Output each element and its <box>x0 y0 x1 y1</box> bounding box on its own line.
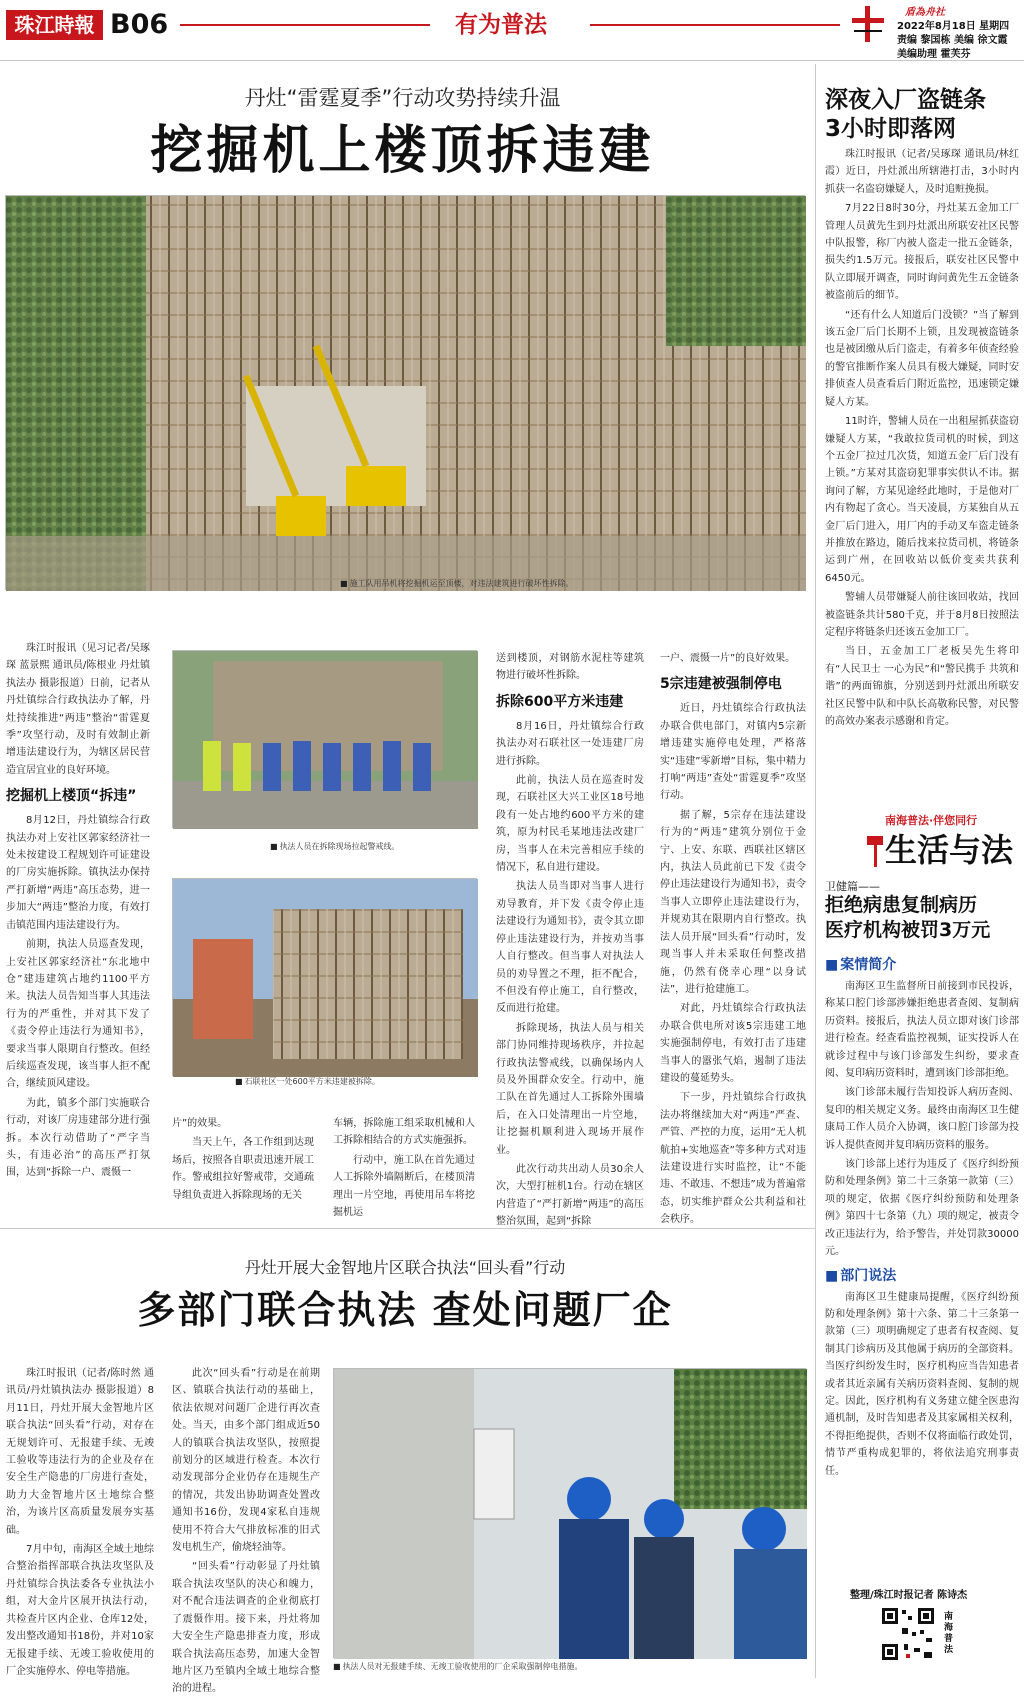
article1-headline: 挖掘机上楼顶拆违建 <box>150 120 655 181</box>
article2-kicker: 丹灶开展大金智地片区联合执法“回头看”行动 <box>244 1258 566 1277</box>
workers-image <box>334 1369 807 1659</box>
law-paragraph: 南海区卫生健康局提醒，《医疗纠纷预防和处理条例》第十六条、第二十三条第一款第（三）项明确规定了患者有权查阅、复制其门诊病历及其他属于病历的全部资料。当医疗纠纷发生时，医疗机构应当告知患者或者其近亲属有关病历资料查阅、复制的规定。因此，医疗机构有义务建立健全医患沟通机制，及时告知患者及其家属相关权利，不得拒绝提供，否则不仅将面临行政处罚，情节严重构成犯罪的，将依法追究刑事责任。 <box>825 1291 1019 1477</box>
sidebar1-body <box>825 146 1019 798</box>
sidebar2-headline-2: 医疗机构被罚3万元 <box>825 919 991 941</box>
sidebar1-paragraph: “还有什么人知道后门没锁？”当了解到该五金厂后门长期不上锁，且发现被盗链条也是被团缴从后门盗走，有着多年侦查经验的警官推断作案人员具有极大嫌疑，同时安排侦查人员查看后门附近监控，迅速锁定嫌疑人方某。 <box>825 309 1019 408</box>
article1-photo2-caption: ■ 执法人员在拆除现场拉起警戒线。 <box>270 840 400 854</box>
article1-col4-paragraph: 送到楼顶，对钢筋水泥柱等建筑物进行破坏性拆除。 <box>496 653 644 682</box>
article2-col1-paragraph: 珠江时报讯（记者/陈时然 通讯员/丹灶镇执法办 摄影报道）8月11日，丹灶开展大金智地片区联合执法“回头看”行动，对存在无规划许可、无报建手续、无竣工验收等违法行为的企业及存在安全生产隐患的厂房进行查处，助力大金智地片区土地综合整治，为该片区高质量发展夯实基础。 <box>6 1368 154 1536</box>
case-paragraph: 该门诊部上述行为违反了《医疗纠纷预防和处理条例》第二十三条第一款第（三）项的规定，依据《医疗纠纷预防和处理条例》第四十七条第（九）项的规定，被责令改正违法行为，给予警告，并处罚款30000元。 <box>825 1159 1019 1258</box>
article1-photo3-caption: ■ 石联社区一处600平方米违建被拆除。 <box>235 1075 380 1089</box>
article1-col5-paragraph: 据了解，5宗存在违法建设行为的“两违”建筑分别位于金宁、上安、东联、西联社区辖区内，执法人员此前已下发《责令停止违法建设行为通知书》，责令当事人立即停止违法建设行为，并规劝其在限期内自行整改。执法人员开展“回头看”行动时，发现当事人并未采取任何整改措施，仍然有侥幸心理“以身试法”，进行抢建施工。 <box>660 809 806 995</box>
sidebar2-headline-1: 拒绝病患复制病历 <box>825 894 978 916</box>
sidebar1-paragraph: 当日，五金加工厂老板吴先生将印有“人民卫士 一心为民”和“警民携手 共筑和谐”的两面锦旗，分别送到丹灶派出所联安社区民警中队和中队长高敬称民警，对民警的高效办案表示感谢和肯定。 <box>825 646 1019 727</box>
article2-col2-paragraph: “回头看”行动彰显了丹灶镇联合执法攻坚队的决心和魄力，对不配合违法调查的企业彻底打了震慑作用。接下来，丹灶将加大安全生产隐患排查力度，形成联合执法高压态势，加速大金智地片区乃至镇内全域土地综合整治的进程。 <box>172 1561 320 1695</box>
sidebar1-paragraph: 11时许，警辅人员在一出租屋抓获盗窃嫌疑人方某，“我敢拉货司机的时候，到这个五金厂拉过几次货，知道五金厂后门没有上锁。”方某对其盗窃犯罪事实供认不讳。据询问了解，方某见途经此地时，于是他对厂内有物起了贪心。当天凌晨，方某独自从五金厂后门进入，用厂内的手动叉车盗走链条并推放在路边，随后找来拉货司机，将链条运到广州，在回收站以低价变卖共获利6450元。 <box>825 416 1019 584</box>
article1-col5-paragraph: 下一步，丹灶镇综合行政执法办将继续加大对“两违”严查、严管、严控的力度，运用“无人机航拍+实地巡查”等多种方式对违法建设进行实时监控，让“不能违、不敢违、不想违”成为普遍常态，切实维护群众公共利益和社会秩序。 <box>660 1092 806 1226</box>
article1-subheading-3: 5宗违建被强制停电 <box>660 676 782 693</box>
article2-col2-paragraph: 此次“回头看”行动是在前期区、镇联合执法行动的基础上，依法依规对问题厂企进行再次查处。当天，由多个部门组成近50人的镇联合执法攻坚队，按照提前划分的区域进行检查。本次行动发现部分企业仍存在违规生产的情况，共发出协助调查处置改通知书16份，发现4家私自违规使用不符合大气排放标准的旧式发电机生产，偷烧轻油等。 <box>172 1368 320 1554</box>
article1-col4-paragraph: 8月16日，丹灶镇综合行政执法办对石联社区一处违建厂房进行拆除。 <box>496 720 644 767</box>
article1-col5-paragraph: 对此，丹灶镇综合行政执法办联合供电所对该5宗违建工地实施强制停电，有效打击了违建当事人的嚣张气焰，遏制了违法建设的蔓延势头。 <box>660 1003 806 1084</box>
officers-image <box>173 651 478 829</box>
issue-date: 2022年8月18日 星期四 <box>897 21 1010 32</box>
sidebar1-paragraph: 珠江时报讯（记者/吴琢琛 通讯员/林红霞）近日，丹灶派出所辖港打击，3小时内抓获一名盗窃嫌疑人，及时追赃挽损。 <box>825 149 1019 195</box>
sidebar1-paragraph: 7月22日8时30分，丹灶某五金加工厂管理人员黄先生到丹灶派出所联安社区民警中队报警，称厂内被人盗走一批五金链条，损失约1.5万元。接报后，联安社区民警中队立即展开调查，同时询问黄先生五金链条被盗前后的细节。 <box>825 203 1019 302</box>
article1-photo-officers <box>172 650 477 828</box>
article1-col2-paragraph: 片”的效果。 <box>172 1118 228 1129</box>
town-logo-icon <box>848 4 888 44</box>
article1-col5-paragraph: 一户、震慑一片”的良好效果。 <box>660 653 796 664</box>
article1-col1-paragraph: 珠江时报讯（见习记者/吴琢琛 蓝景熙 通讯员/陈根业 丹灶镇执法办 摄影报道）日前，记者从丹灶镇综合行政执法办了解，丹灶持续推进“两违”整治“雷霆夏季”攻坚行动，及时有效制止新增违法建设行为，为辖区居民营造宜居宜业的良好环境。 <box>6 643 150 776</box>
editors-line1: 责编 黎国栋 美编 徐文霞 <box>897 35 1008 46</box>
sidebar1-paragraph: 警辅人员带嫌疑人前往该回收站，找回被盗链条共计580千克，并于8月8日按照法定程序将链条归还该五金加工厂。 <box>825 592 1019 638</box>
sidebar2-body <box>825 950 1019 1510</box>
article1-col3-paragraph: 行动中，施工队在首先通过人工拆除外墙隔断后，在楼顶清理出一片空地，再使用吊车将挖掘机运 <box>333 1154 475 1219</box>
article1-subheading-1: 挖掘机上楼顶“拆违” <box>6 788 137 805</box>
article1-col1-paragraph: 8月12日，丹灶镇综合行政执法办对上安社区郭家经济社一处未按建设工程规划许可证建设的厂房实施拆除。镇执法办保持严打新增“两违”高压态势，进一步加大“两违”整治力度，有效打击镇范围内违法建设行为。 <box>6 815 150 931</box>
masthead-text: 珠江時報 <box>14 13 95 37</box>
editors-line2: 美编助理 霍芙芬 <box>897 49 971 60</box>
header-rule-left <box>180 24 430 26</box>
article1-main-photo <box>5 195 805 590</box>
qr-code[interactable] <box>880 1606 936 1662</box>
section-title: 有为普法 <box>455 12 547 38</box>
sidebar1-headline-1: 深夜入厂盗链条 <box>825 87 986 113</box>
article1-column-4 <box>496 650 644 1228</box>
article1-subheading-2: 拆除600平方米违建 <box>496 693 624 710</box>
article2-column-1 <box>6 1365 154 1677</box>
sidebar2-credit: 整理/珠江时报记者 陈诗杰 <box>850 1590 968 1601</box>
article2-photo-caption: ■ 执法人员对无报建手续、无竣工验收使用的厂企采取强制停电措施。 <box>333 1660 583 1674</box>
article1-column-1 <box>6 640 150 1179</box>
article2-col1-paragraph: 7月中旬，南海区全域土地综合整治指挥部联合执法攻坚队及丹灶镇综合执法委各专业执法小组，对大金片区展开执法行动，共检查片区内企业、仓库12处，发出整改通知书18份，并对10家无报建手续、无竣工验收使用的厂企实施停水、停电等措施。 <box>6 1544 154 1677</box>
article1-col1-paragraph: 前期，执法人员巡查发现，上安社区郭家经济社“东北地中仓”建违建筑占地约1100平方米。执法人员告知当事人其违法行为的严重性，并对其下发了《责令停止违法行为通知书》，要求当事人限期自行整改。但经后续巡查发现，该当事人拒不配合，继续顶风建设。 <box>6 939 150 1090</box>
demolition-image <box>173 879 478 1077</box>
masthead-logo <box>6 10 103 40</box>
page-number: B06 <box>110 9 169 40</box>
case-paragraph: 南海区卫生监督所日前接到市民投诉，称某口腔门诊部涉嫌拒绝患者查阅、复制病历资料。接报后，执法人员立即对该门诊部进行检查。经查看监控视频，证实投诉人在就诊过程中与该门诊部发生纠纷，要求查阅、复印病历资料时，遭到该门诊部拒绝。 <box>825 981 1019 1080</box>
case-section-title: ■ 案情简介 <box>825 954 1019 976</box>
article1-column-2 <box>172 1115 314 1201</box>
article2-column-2 <box>172 1365 320 1695</box>
sidebar1-headline-2: 3小时即落网 <box>825 116 957 142</box>
article2-photo <box>333 1368 806 1658</box>
article1-col1-paragraph: 为此，镇多个部门实施联合行动，对该厂房违建部分进行强拆。本次行动借助了“严字当头，有违必治”的高压严打氛围，达到“拆除一户、震慑一 <box>6 1097 150 1179</box>
legal-column-logo-text: 生活与法 <box>885 831 1014 869</box>
article1-photo-demolition <box>172 878 477 1076</box>
article-divider <box>0 1228 815 1229</box>
article1-col4-paragraph: 拆除现场，执法人员与相关部门协同维持现场秩序，并拉起行政执法警戒线，以确保场内人员及外围群众安全。行动中，施工队在首先通过人工拆除外围墙后，在入口处清理出一片空地，让挖掘机顺利进入现场开展作业。 <box>496 1022 644 1156</box>
legal-column-logo <box>865 828 1015 872</box>
article1-col4-paragraph: 此次行动共出动人员30余人次，大型打桩机1台。行动在辖区内营造了“严打新增”两违”的高压整治氛围，起到“拆除 <box>496 1163 644 1228</box>
article1-column-5 <box>660 650 806 1226</box>
sidebar-divider <box>815 64 816 1678</box>
town-name: 盾為舟社 <box>905 7 945 18</box>
article1-photo-caption: ■ 施工队用吊机将挖掘机运至顶楼，对违法建筑进行破坏性拆除。 <box>340 577 800 591</box>
header-rule-right <box>590 24 840 26</box>
law-section-title: ■ 部门说法 <box>825 1265 1019 1287</box>
article1-column-3 <box>333 1115 475 1219</box>
sidebar2-series: 卫健篇—— <box>825 880 880 893</box>
article2-headline: 多部门联合执法 查处问题厂企 <box>137 1287 673 1332</box>
header-bottom-rule <box>0 60 1024 61</box>
article1-col2-paragraph: 当天上午，各工作组到达现场后，按照各自职责迅速开展工作。警戒组拉好警戒带，交通疏导组负责进入拆除现场的无关 <box>172 1137 314 1201</box>
construction-site-image <box>6 196 806 591</box>
town-logo <box>848 4 888 44</box>
qr-code-icon <box>880 1606 936 1662</box>
article1-col4-paragraph: 执法人员当即对当事人进行劝导教育，并下发《责令停止违法建设行为通知书》，责令其立即停止违法建设行为，并按劝当事人自行整改。但当事人对执法人员的劝导置之不理，拒不配合，不但没有停止施工，自行整改，反而进行抢建。 <box>496 881 644 1015</box>
article1-kicker: 丹灶“雷霆夏季”行动攻势持续升温 <box>244 86 561 110</box>
article1-col4-paragraph: 此前，执法人员在巡查时发现，石联社区大兴工业区18号地段有一处占地约600平方米的建筑，原为村民毛某地违法改建厂房，当事人在未完善相应手续的情况下，私自进行建设。 <box>496 775 644 874</box>
article1-col3-paragraph: 车辆，拆除施工组采取机械和人工拆除相结合的方式实施强拆。 <box>333 1118 475 1147</box>
qr-label: 南海普法 <box>944 1612 954 1655</box>
case-paragraph: 该门诊部未履行告知投诉人病历查阅、复印的相关规定义务。最终由南海区卫生健康局工作人员介入协调，该口腔门诊部为投诉人提供查阅并复印病历资料的服务。 <box>825 1087 1019 1151</box>
column-tag: 南海普法·伴您同行 <box>885 814 978 827</box>
article1-col5-paragraph: 近日，丹灶镇综合行政执法办联合供电部门，对镇内5宗新增违建实施停电处理，严格落实“违建”零新增”目标，集中精力打响“两违”查处“雷霆夏季”攻坚行动。 <box>660 703 806 802</box>
